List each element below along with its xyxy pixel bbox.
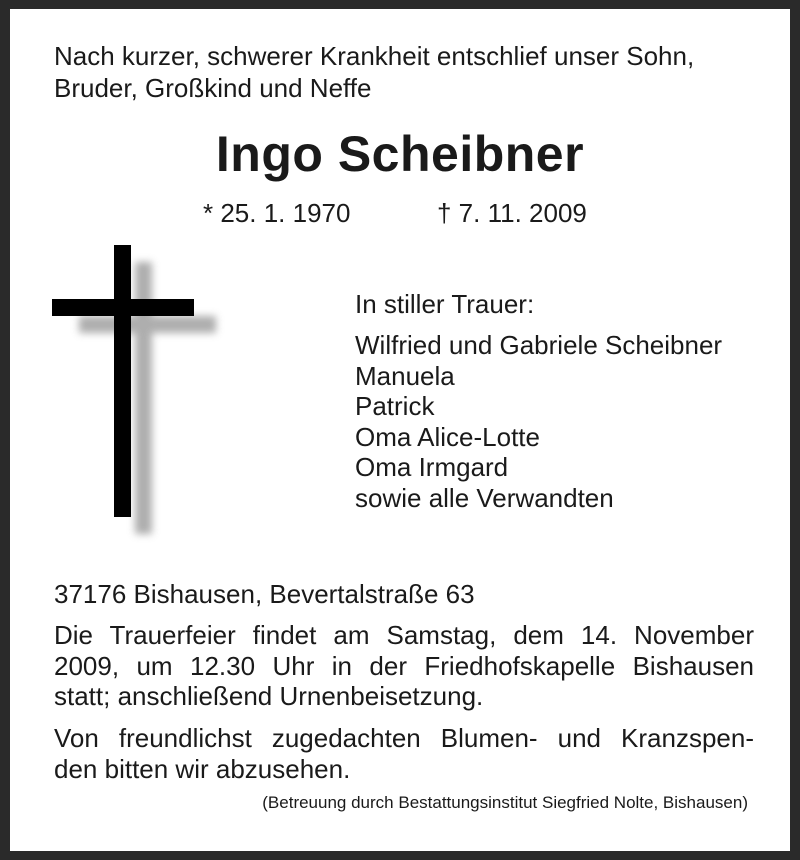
flowers-request-text <box>54 723 754 784</box>
intro-text <box>54 40 754 104</box>
mourner-item: Wilfried und Gabriele Scheibner <box>355 330 723 360</box>
intro-line-1: Nach kurzer, schwerer Krankheit entschlief unser Sohn, <box>54 41 695 71</box>
intro-line-2: Bruder, Großkind und Neffe <box>54 73 372 103</box>
service-line-1: Die Trauerfeier findet am Samstag, dem 14. November <box>54 620 754 650</box>
mourner-item: Oma Irmgard <box>355 452 509 482</box>
funeral-service-text <box>54 620 754 712</box>
flowers-line-2: den bitten wir abzusehen. <box>54 753 351 784</box>
mourner-item: Oma Alice-Lotte <box>355 421 540 452</box>
mourning-title: In stiller Trauer: <box>355 289 535 319</box>
service-line-2: 2009, um 12.30 Uhr in der Friedhofskapelle Bishausen <box>54 650 754 681</box>
mourner-item: Patrick <box>355 391 435 421</box>
mourner-item: sowie alle Verwandten <box>355 482 614 513</box>
undertaker-note: (Betreuung durch Bestattungsinstitut Siegfried Nolte, Bishausen) <box>262 793 748 812</box>
death-date: † 7. 11. 2009 <box>437 198 587 228</box>
mourners-list <box>355 330 722 513</box>
service-line-3: statt; anschließend Urnenbeisetzung. <box>54 681 484 711</box>
family-address: 37176 Bishausen, Bevertalstraße 63 <box>54 579 475 609</box>
deceased-name: Ingo Scheibner <box>215 126 585 182</box>
flowers-line-1: Von freundlichst zugedachten Blumen- und Kranzspen- <box>54 723 754 753</box>
mourner-item: Manuela <box>355 360 455 391</box>
birth-date: * 25. 1. 1970 <box>203 198 351 228</box>
